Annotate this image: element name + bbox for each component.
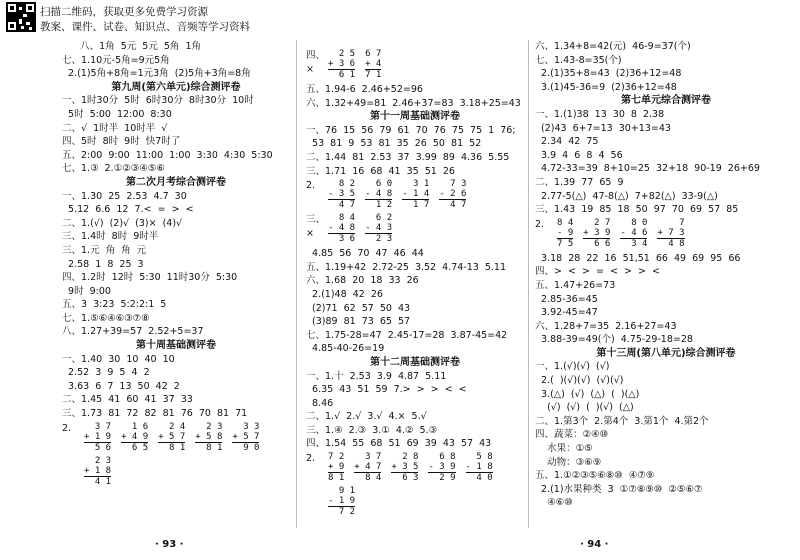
header-line1: 扫描二维码，获取更多免费学习资源: [40, 6, 208, 18]
left-column: [62, 40, 290, 490]
answer-line: 四、5时 8时 9时 快7时了: [62, 136, 181, 148]
calc-result: 8 1: [206, 442, 223, 453]
answer-line: 二、1.44 81 2.53 37 3.99 89 4.36 5.55: [306, 151, 510, 163]
calc-operand: 1 6: [131, 421, 149, 432]
calc-result: 7 2: [338, 507, 356, 518]
calc-operand: - 3 5: [328, 189, 356, 200]
answer-line: 4.85-40-26=19: [306, 343, 385, 355]
vertical-calculation: [158, 422, 185, 453]
answer-line: 四、1.54 55 68 51 69 39 43 57 43: [306, 438, 492, 450]
calc-result: 6 5: [131, 442, 149, 453]
answer-line: 六、1.68 20 18 33 26: [306, 275, 419, 287]
calc-result: 4 7: [450, 200, 467, 211]
section-heading: 第二次月考综合测评卷: [126, 176, 226, 188]
column-divider: [296, 40, 297, 528]
calc-label: 2.: [306, 180, 316, 192]
calc-operand: - 4 3: [365, 223, 393, 234]
vertical-calculation: [620, 218, 647, 249]
answer-line: 一、1.(√)(√) (√): [535, 361, 610, 373]
calc-operand: + 3 9: [583, 227, 611, 238]
calc-operand: 9 1: [338, 486, 356, 497]
middle-column: [306, 48, 524, 520]
answer-line: 水果：①⑤: [535, 443, 593, 455]
calc-label: 四、×: [306, 50, 326, 75]
calc-operand: - 4 6: [620, 227, 648, 238]
answer-line: 2.58 1 8 25 3: [62, 258, 144, 270]
calc-operand: 8 0: [631, 217, 648, 228]
vertical-calculation: [328, 49, 355, 80]
calc-operand: + 7 3: [657, 227, 685, 238]
answer-line: 2.(1)水果种类 3 ①⑦⑧⑨⑩ ②⑤⑥⑦: [535, 483, 703, 495]
vertical-calculation: [84, 456, 111, 487]
calculation-row: [62, 422, 290, 453]
answer-line: 四、1.2时 12时 5:30 11时30分 5:30: [62, 272, 238, 284]
calc-operand: 8 4: [338, 213, 356, 224]
calc-result: 6 3: [402, 473, 419, 484]
calculation-row: [306, 486, 524, 517]
calc-label: 2.: [306, 453, 316, 465]
vertical-calculation: [354, 452, 381, 483]
calc-operand: + 1 9: [84, 431, 112, 442]
calc-operand: - 1 8: [465, 462, 493, 473]
calc-result: 6 6: [594, 238, 611, 249]
calc-operand: + 4 7: [354, 462, 382, 473]
section-heading: 第十一周基础测评卷: [370, 111, 460, 123]
calc-label: 2.: [62, 422, 72, 434]
calc-result: 9 0: [243, 442, 260, 453]
calc-operand: - 4 8: [365, 189, 393, 200]
calc-operand: 2 7: [594, 217, 611, 228]
answer-line: 五、1.①②③⑤⑥⑧⑩ ④⑦⑨: [535, 470, 655, 482]
answer-line: 五、1.47+26=73: [535, 279, 616, 291]
answer-line: 3.88-39=49(个) 4.75-29-18=28: [535, 334, 693, 346]
calculation-row: [535, 218, 797, 249]
answer-line: 三、1.元 角 角 元: [62, 244, 147, 256]
answer-line: 一、1.(1)38 13 30 8 2.38: [535, 108, 665, 120]
answer-line: 二、1.39 77 65 9: [535, 176, 624, 188]
calculation-row: [306, 49, 524, 80]
calc-operand: 5 8: [476, 452, 493, 463]
vertical-calculation: [557, 218, 573, 249]
calc-result: 4 1: [94, 476, 112, 487]
answer-line: 一、1.十 2.53 3.9 4.87 5.11: [306, 370, 447, 382]
answer-line: (√) (√) ( )(√) (△): [535, 402, 634, 414]
vertical-calculation: [328, 486, 355, 517]
calc-operand: 8 2: [338, 179, 356, 190]
answer-line: 3.92-45=47: [535, 307, 598, 319]
page-number-left: · 93 ·: [155, 539, 184, 550]
calc-operand: + 1 8: [84, 465, 112, 476]
answer-line: 一、1.30 25 2.53 4.7 30: [62, 190, 187, 202]
vertical-calculation: [365, 179, 392, 210]
vertical-calculation: [657, 218, 684, 249]
vertical-calculation: [328, 452, 344, 483]
calc-operand: 7 3: [450, 179, 467, 190]
vertical-calculation: [328, 179, 355, 210]
answer-line: 3.9 4 6 8 4 56: [535, 149, 623, 161]
calc-operand: + 5 8: [195, 431, 223, 442]
calc-operand: 7 2: [328, 452, 345, 463]
answer-line: 一、1.40 30 10 40 10: [62, 353, 175, 365]
header-line2: 教案、课件、试卷、知识点、音频等学习资料: [40, 21, 250, 33]
answer-line: 四、> < > = < > > <: [535, 266, 660, 278]
answer-line: 4.72-33=39 8+10=25 32+18 90-19 26+69: [535, 163, 760, 175]
answer-line: 5时 5:00 12:00 8:30: [62, 108, 172, 120]
answer-line: 2.52 3 9 5 4 2: [62, 367, 150, 379]
column-divider: [528, 40, 529, 528]
answer-line: 2.( )(√)(√) (√)(√): [535, 375, 624, 387]
calc-operand: 2 3: [206, 421, 223, 432]
calc-result: 4 7: [338, 200, 356, 211]
calc-operand: + 4: [365, 59, 382, 69]
answer-line: 三、1.4时 8时 9时半: [62, 231, 159, 243]
answer-line: 二、1.第3个 2.第4个 3.第1个 4.第2个: [535, 415, 709, 427]
calc-result: 4 0: [476, 473, 493, 484]
calc-operand: 6 7: [365, 49, 382, 59]
answer-line: 2.(1)5角+8角=1元3角 (2)5角+3角=8角: [62, 68, 251, 80]
answer-line: 动物：③⑥⑨: [535, 456, 602, 468]
calc-operand: - 2 6: [439, 189, 467, 200]
answer-line: 2.77-5(△) 47-8(△) 7+82(△) 33-9(△): [535, 190, 718, 202]
vertical-calculation: [391, 452, 418, 483]
calculation-row: [306, 452, 524, 483]
calc-operand: 6 8: [439, 452, 456, 463]
calc-operand: 6 0: [375, 179, 393, 190]
calc-result: 8 1: [328, 473, 345, 484]
answer-line: (2)43 6+7=13 30+13=43: [535, 122, 671, 134]
page-number-right: · 94 ·: [580, 539, 609, 550]
vertical-calculation: [365, 49, 381, 80]
calc-result: 3 4: [631, 238, 648, 249]
vertical-calculation: [428, 452, 455, 483]
calc-result: 7 1: [365, 70, 382, 80]
vertical-calculation: [583, 218, 610, 249]
answer-line: 七、1.75-28=47 2.45-17=28 3.87-45=42: [306, 329, 508, 341]
answer-line: 六、1.34+8=42(元) 46-9=37(个): [535, 41, 691, 52]
answer-line: 六、1.32+49=81 2.46+37=83 3.18+25=43: [306, 97, 521, 109]
answer-line: ④⑥⑩: [535, 497, 573, 509]
calc-operand: + 3 5: [391, 462, 419, 473]
answer-line: 二、√ 1时半 10时半 √: [62, 122, 168, 134]
calc-operand: 3 3: [243, 421, 260, 432]
calc-label: 三、×: [306, 214, 326, 239]
calc-operand: + 9: [328, 462, 345, 473]
calc-result: 1 2: [375, 200, 393, 211]
answer-line: 一、1时30分 5时 6时30分 8时30分 10时: [62, 95, 254, 107]
vertical-calculation: [232, 422, 259, 453]
calc-label: 2.: [535, 218, 545, 230]
answer-line: 三、1.43 19 85 18 50 97 70 69 57 85: [535, 204, 739, 216]
calc-operand: 2 3: [94, 455, 112, 466]
answer-line: 六、1.28+7=35 2.16+27=43: [535, 320, 677, 332]
answer-line: 三、1.④ 2.③ 3.① 4.② 5.③: [306, 424, 438, 436]
calc-result: 8 1: [169, 442, 186, 453]
calc-result: 2 3: [375, 234, 393, 245]
answer-line: 2.85-36=45: [535, 293, 598, 305]
vertical-calculation: [439, 179, 466, 210]
answer-line: 8.46: [306, 397, 334, 409]
calc-operand: 3 7: [365, 452, 382, 463]
section-heading: 第十周基础测评卷: [136, 340, 216, 352]
answer-line: 5.12 6.6 12 7.< = > <: [62, 204, 194, 216]
calc-result: 1 7: [413, 200, 430, 211]
vertical-calculation: [466, 452, 493, 483]
calc-operand: 2 5: [338, 49, 356, 59]
calc-result: 7 5: [557, 238, 574, 249]
answer-line: 五、1.94-6 2.46+52=96: [306, 84, 423, 95]
calc-operand: 3 1: [413, 179, 430, 190]
calc-result: 2 9: [439, 473, 456, 484]
answer-line: 五、3 3:23 5:2:2:1 5: [62, 299, 167, 311]
answer-line: 三、1.71 16 68 41 35 51 26: [306, 165, 455, 177]
answer-line: 四、蔬菜：②④⑩: [535, 429, 609, 441]
calculation-row: [306, 179, 524, 210]
answer-line: (2)71 62 57 50 43: [306, 302, 411, 314]
calc-operand: + 5 7: [158, 431, 186, 442]
calc-operand: + 4 9: [121, 431, 149, 442]
answer-line: 三、1.73 81 72 82 81 76 70 81 71: [62, 408, 248, 420]
answer-line: (3)89 81 73 65 57: [306, 316, 411, 328]
answer-line: 2.34 42 75: [535, 136, 599, 148]
section-heading: 第十二周基础测评卷: [370, 356, 460, 368]
calculation-row: [306, 213, 524, 244]
vertical-calculation: [84, 422, 111, 453]
answer-line: 3.63 6 7 13 50 42 2: [62, 380, 180, 392]
answer-line: 二、1.(√) (2)√ (3)× (4)√: [62, 217, 183, 229]
calc-operand: 3 7: [94, 421, 112, 432]
calc-operand: + 5 7: [232, 431, 260, 442]
calc-operand: 2 4: [169, 421, 186, 432]
answer-line: 八、1角 5元 5元 5角 1角: [62, 41, 201, 52]
calc-result: 8 4: [365, 473, 382, 484]
answer-line: 五、1.19+42 2.72-25 3.52 4.74-13 5.11: [306, 261, 507, 273]
answer-line: 二、1.√ 2.√ 3.√ 4.× 5.√: [306, 411, 427, 423]
answer-line: 3.18 28 22 16 51,51 66 49 69 95 66: [535, 252, 741, 264]
answer-line: 53 81 9 53 81 35 26 50 81 52: [306, 138, 482, 150]
calc-operand: - 3 9: [428, 462, 456, 473]
calculation-row: [62, 456, 290, 487]
vertical-calculation: [402, 179, 429, 210]
calc-operand: - 1 9: [328, 496, 356, 507]
answer-line: 3.(△) (√) (△) ( )(△): [535, 388, 640, 400]
answer-line: 9时 9:00: [62, 285, 111, 297]
calc-operand: - 1 4: [402, 189, 430, 200]
answer-line: 4.85 56 70 47 46 44: [306, 248, 424, 260]
vertical-calculation: [195, 422, 222, 453]
vertical-calculation: [365, 213, 392, 244]
answer-line: 二、1.45 41 60 41 37 33: [62, 394, 193, 406]
calc-operand: 7: [679, 217, 685, 228]
answer-line: 七、1.10元-5角=9元5角: [62, 54, 170, 66]
answer-line: 七、1.③ 2.①②③④⑤⑥: [62, 163, 165, 175]
answer-line: 七、1.43-8=35(个): [535, 54, 622, 66]
calc-operand: 8 4: [557, 217, 574, 228]
answer-line: 6.35 43 51 59 7.> > > < <: [306, 384, 467, 396]
right-column: [535, 40, 797, 510]
calc-operand: + 3 6: [328, 59, 356, 69]
qr-code-icon: [6, 2, 36, 32]
calc-operand: - 4 8: [328, 223, 356, 234]
vertical-calculation: [328, 213, 355, 244]
section-heading: 第十三周(第八单元)综合测评卷: [596, 347, 736, 359]
calc-result: 3 6: [338, 234, 356, 245]
answer-line: 2.(1)35+8=43 (2)36+12=48: [535, 68, 682, 80]
answer-line: 五、2:00 9:00 11:00 1:00 3:30 4:30 5:30: [62, 149, 273, 161]
answer-line: 七、1.⑤⑥④⑥③⑦⑧: [62, 312, 150, 324]
calc-operand: 2 8: [402, 452, 419, 463]
calc-result: 4 8: [668, 238, 685, 249]
answer-line: 一、76 15 56 79 61 70 76 75 75 1 76;: [306, 124, 516, 136]
answer-line: 2.(1)48 42 26: [306, 288, 383, 300]
calc-operand: - 9: [557, 227, 574, 238]
vertical-calculation: [121, 422, 148, 453]
calc-result: 5 6: [94, 442, 112, 453]
calc-operand: 6 2: [375, 213, 393, 224]
calc-result: 6 1: [338, 70, 356, 80]
answer-line: 八、1.27+39=57 2.52+5=37: [62, 326, 204, 338]
section-heading: 第七单元综合测评卷: [621, 95, 711, 107]
answer-line: 3.(1)45-36=9 (2)36+12=48: [535, 81, 677, 93]
section-heading: 第九周(第六单元)综合测评卷: [111, 81, 241, 93]
